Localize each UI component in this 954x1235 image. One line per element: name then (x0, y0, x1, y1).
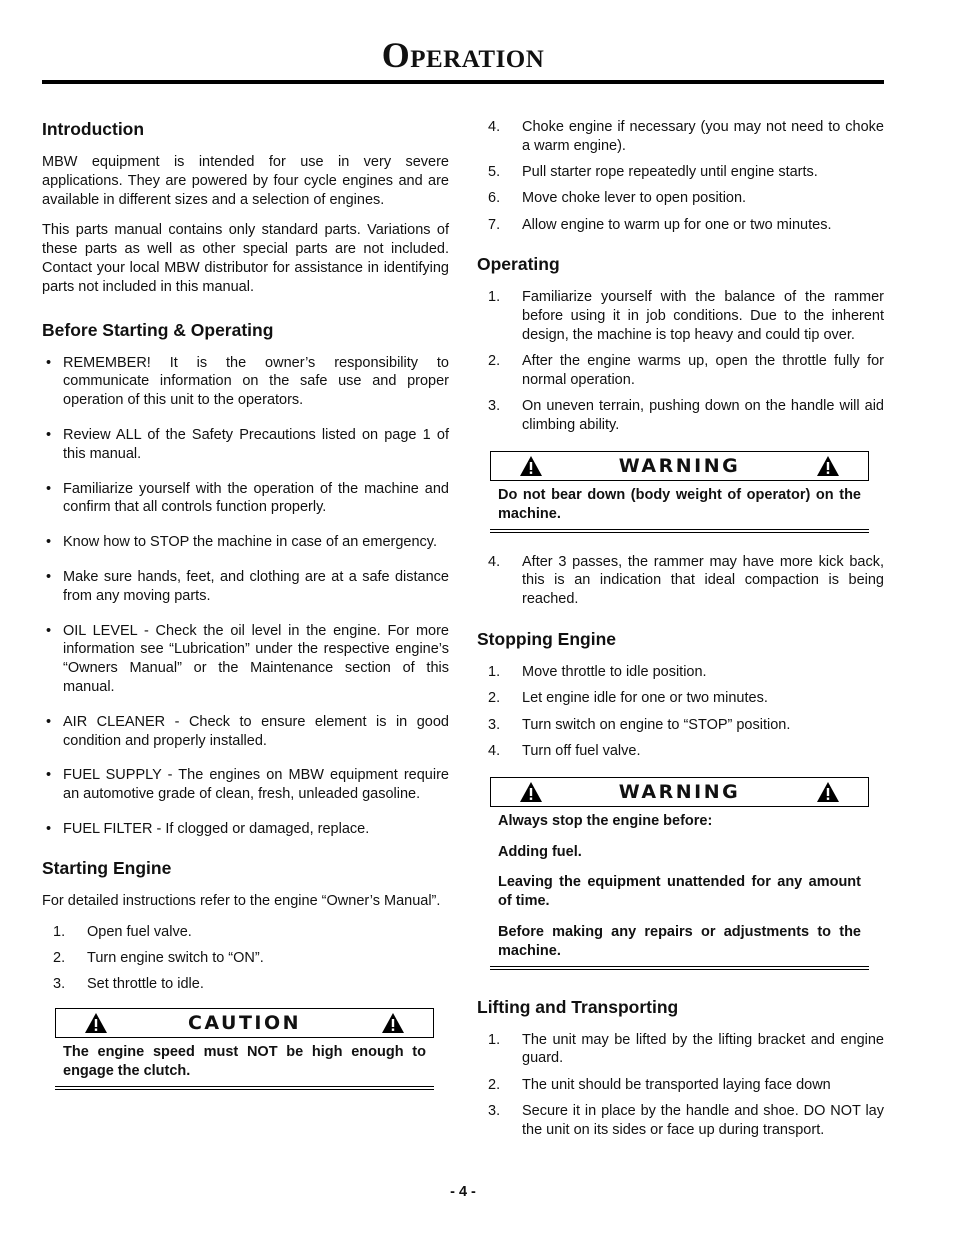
step-text: Choke engine if necessary (you may not need to choke a warm engine). (522, 119, 884, 154)
list-item-text: FUEL FILTER - If clogged or damaged, replace. (63, 820, 370, 837)
step-text: After the engine warms up, open the throttle fully for normal operation. (522, 353, 884, 389)
step-number: 4. (488, 119, 501, 135)
warning-body (490, 807, 869, 966)
step-text: Pull starter rope repeatedly until engine starts. (522, 164, 818, 181)
before-starting-section (42, 319, 449, 839)
left-column (42, 118, 449, 1112)
bullet-dot: • (46, 713, 52, 730)
warning-body (490, 481, 869, 529)
list-item (477, 216, 884, 235)
warning-triangle-icon (816, 455, 840, 477)
list-item (477, 663, 884, 682)
warning-triangle-icon (381, 1012, 405, 1034)
stopping-engine-steps (477, 663, 884, 761)
list-item (477, 118, 884, 156)
step-text: Allow engine to warm up for one or two minutes. (522, 216, 832, 233)
list-item (477, 288, 884, 344)
page-number: - 4 - (450, 1184, 476, 1200)
list-item (42, 568, 449, 606)
caution-body (55, 1038, 434, 1086)
warning-text: Do not bear down (body weight of operator) on the machine. (498, 487, 861, 522)
warning-text: Before making any repairs or adjustments to the machine. (498, 923, 861, 959)
list-item (477, 716, 884, 735)
step-number: 3. (488, 398, 501, 415)
step-number: 3. (53, 976, 66, 993)
warning-text: Adding fuel. (498, 843, 582, 860)
list-item-text: Know how to STOP the machine in case of an emergency. (63, 534, 437, 551)
operating-steps-continued (477, 553, 884, 609)
warning-header (490, 451, 869, 481)
step-text: After 3 passes, the rammer may have more kick back, this is an indication that ideal compaction is being reached. (522, 553, 884, 608)
step-text: Let engine idle for one or two minutes. (522, 690, 768, 707)
list-item-text: FUEL SUPPLY - The engines on MBW equipment require an automotive grade of clean, fresh, unleaded gasoline. (63, 767, 449, 803)
step-number: 7. (488, 216, 501, 233)
list-item-text: AIR CLEANER - Check to ensure element is in good condition and properly installed. (63, 713, 449, 749)
caution-header (55, 1008, 434, 1038)
step-text: On uneven terrain, pushing down on the handle will aid climbing ability. (522, 398, 884, 434)
warning-triangle-icon (519, 455, 543, 477)
warning-text: Leaving the equipment unattended for any amount of time. (498, 874, 861, 910)
step-number: 1. (53, 923, 66, 940)
stopping-engine-section (477, 628, 884, 969)
list-item (477, 742, 884, 761)
list-item-text: REMEMBER! It is the owner’s responsibility to communicate information on the safe use and proper operation of this unit to the operators. (63, 354, 449, 409)
step-text: Move choke lever to open position. (522, 190, 747, 207)
step-text: Turn switch on engine to “STOP” position. (522, 716, 791, 733)
lifting-heading: Lifting and Transporting (477, 996, 679, 1017)
warning-box-operating (490, 451, 869, 533)
bullet-dot: • (46, 622, 52, 639)
list-item (42, 622, 449, 697)
list-item (42, 480, 449, 518)
warning-box-stopping (490, 777, 869, 970)
list-item (42, 820, 449, 839)
step-text: Familiarize yourself with the balance of the rammer before using it in job conditions. Due to the inherent design, the machine is top heavy and could tip over. (522, 289, 884, 344)
starting-engine-intro: For detailed instructions refer to the engine “Owner’s Manual”. (42, 892, 441, 909)
list-item-text: Review ALL of the Safety Precautions listed on page 1 of this manual. (63, 426, 449, 462)
step-text: Move throttle to idle position. (522, 664, 707, 681)
step-number: 6. (488, 190, 501, 207)
step-number: 3. (488, 1102, 501, 1119)
step-number: 1. (488, 664, 501, 681)
operating-section (477, 253, 884, 609)
warning-triangle-icon (519, 781, 543, 803)
bullet-dot: • (46, 480, 52, 497)
warning-footer-rule (490, 529, 869, 533)
list-item (477, 163, 884, 182)
list-item (477, 1102, 884, 1140)
step-number: 2. (488, 353, 501, 370)
step-text: Set throttle to idle. (87, 976, 204, 993)
before-starting-list (42, 354, 449, 839)
step-text: Secure it in place by the handle and shoe. DO NOT lay the unit on its sides or face up during transport. (522, 1102, 884, 1138)
operating-steps (477, 288, 884, 435)
lifting-section (477, 996, 884, 1140)
lifting-steps (477, 1031, 884, 1140)
starting-engine-section (42, 857, 449, 1090)
list-item-text: OIL LEVEL - Check the oil level in the engine. For more information see “Lubrication” under the respective engine’s “Owners Manual” or the Maintenance section of this manual. (63, 622, 449, 695)
list-item (477, 189, 884, 208)
list-item (477, 1031, 884, 1069)
starting-engine-steps (42, 923, 449, 994)
introduction-paragraph: This parts manual contains only standard parts. Variations of these parts as well as other special parts are not included. Contact your local MBW distributor for assistance in identifying parts not included in this manual. (42, 222, 449, 295)
list-item (42, 923, 449, 942)
bullet-dot: • (46, 354, 52, 371)
starting-engine-steps-continued (477, 118, 884, 234)
warning-footer-rule (490, 966, 869, 970)
list-item (477, 1076, 884, 1095)
warning-text: Always stop the engine before: (498, 812, 713, 829)
caution-label: CAUTION (187, 1011, 302, 1034)
step-number: 5. (488, 164, 501, 181)
bullet-dot: • (46, 568, 52, 585)
introduction-heading: Introduction (42, 119, 145, 139)
list-item (42, 533, 449, 552)
starting-engine-continued (477, 118, 884, 234)
step-number: 2. (488, 690, 501, 707)
step-number: 4. (488, 742, 501, 759)
operating-heading: Operating (477, 254, 560, 275)
caution-footer-rule (55, 1086, 434, 1090)
step-number: 2. (53, 949, 66, 966)
list-item (477, 689, 884, 708)
warning-triangle-icon (816, 781, 840, 803)
warning-label: WARNING (618, 455, 741, 478)
step-text: The unit may be lifted by the lifting bracket and engine guard. (522, 1031, 884, 1067)
list-item (42, 975, 449, 994)
introduction-paragraph: MBW equipment is intended for use in very severe applications. They are powered by four cycle engines and are available in different sizes and a selection of engines. (42, 154, 449, 208)
step-number: 2. (488, 1076, 501, 1093)
step-text: Turn off fuel valve. (522, 742, 641, 759)
list-item-text: Make sure hands, feet, and clothing are at a safe distance from any moving parts. (63, 568, 449, 604)
bullet-dot: • (46, 820, 52, 837)
bullet-dot: • (46, 767, 52, 784)
list-item (42, 766, 449, 804)
list-item (42, 949, 449, 968)
warning-label: WARNING (618, 780, 741, 803)
bullet-dot: • (46, 534, 52, 551)
bullet-dot: • (46, 426, 52, 443)
starting-engine-heading: Starting Engine (42, 857, 172, 878)
step-number: 3. (488, 716, 501, 733)
introduction-section (42, 118, 449, 297)
warning-header (490, 777, 869, 807)
step-text: Open fuel valve. (87, 923, 192, 940)
step-number: 1. (488, 1031, 501, 1048)
step-text: Turn engine switch to “ON”. (87, 949, 264, 966)
step-number: 1. (488, 289, 501, 306)
title-rule (42, 80, 884, 84)
step-text: The unit should be transported laying face down (522, 1076, 831, 1093)
list-item (42, 426, 449, 464)
list-item (477, 352, 884, 390)
list-item (42, 354, 449, 410)
before-starting-heading: Before Starting & Operating (42, 319, 274, 340)
list-item-text: Familiarize yourself with the operation of the machine and confirm that all controls function properly. (63, 480, 449, 516)
list-item (42, 713, 449, 751)
caution-text: The engine speed must NOT be high enough to engage the clutch. (63, 1043, 426, 1079)
step-number: 4. (488, 553, 501, 570)
list-item (477, 553, 884, 609)
right-column (477, 118, 884, 1162)
list-item (477, 397, 884, 435)
page-title: Operation (381, 35, 545, 75)
warning-triangle-icon (84, 1012, 108, 1034)
caution-box (55, 1008, 434, 1090)
stopping-engine-heading: Stopping Engine (477, 629, 617, 650)
